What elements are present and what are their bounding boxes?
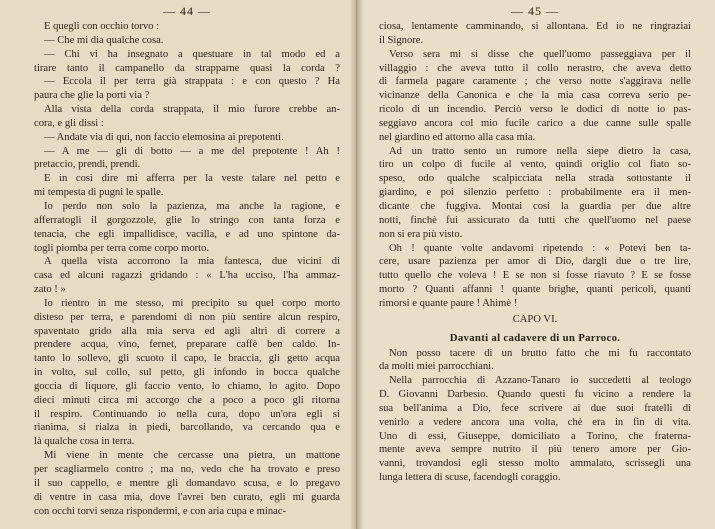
text-line: — Andate via di qui, non faccio elemosina ai prepotenti. [44,131,284,143]
text-line: — Chi vi ha insegnato a questuare in tal modo ed a [44,48,340,60]
text-line: ciosa, lentamente camminando, si allontana. Ed io ne ringraziai [379,21,691,32]
text-line: pretaccio, prendi, prendi. [34,159,141,171]
text-line: tanto lo sollevo, gli scuoto il capo, le braccia, gli getto acqua [34,353,340,365]
text-line: Ad un tratto sento un rumore nella siepe dietro la casa, [389,145,691,157]
text-line: vanni, trovandosi egli stesso molto ammalato, scrissegli una [379,458,691,470]
text-line: seggiavo ancora col mio fucile carico a due canne sulle spalle [379,117,691,129]
text-line: Verso sera mi si disse che quell'uomo passeggiava per il [389,48,691,60]
text-line: il respiro. Continuando io nella cura, dopo un'ora egli si [34,408,340,420]
text-line: zato ! » [34,284,66,296]
text-line: togli piomba per terra come corpo morto. [34,242,210,254]
text-line: tenacia, che egli impallidisce, vacilla, e ad uno spintone da- [34,228,340,240]
text-line: Uno di essi, Giuseppe, domiciliato a Torino, che fraterna- [379,430,691,442]
text-line: tutto quello che voleva ! E se non si fosse riavuto ? E se fosse [379,270,691,282]
text-line: notti, finchè fui assicurato da tutti che quell'uomo nel paese [379,214,691,226]
text-line: da molti miei parrocchiani. [379,361,494,373]
text-line: in volto, sul collo, sul petto, gli infondo in bocca qualche [34,367,340,379]
text-line: goccia di liquore, gli faccio vento, lo chiamo, lo agito. Dopo [34,380,340,392]
text-line: Io rientro in me stesso, mi precipito su quel corpo morto [44,297,340,309]
text-line: mi tempesta di pugni le spalle. [34,187,164,199]
text-line: non si era più visto. [379,228,463,240]
text-line: morto ? Quanti affanni ! quante brighe, quanti pericoli, quanti [379,284,691,296]
text-line: — A me — gli di botto — a me del prepotente ! Ah ! [44,145,340,157]
chapter-title: CAPO VI. [512,313,558,325]
text-line: E in così dire mi afferra per la veste talare nel petto e [44,173,340,185]
right-page-text-bottom [379,347,691,485]
page-number: — 45 — [511,4,559,18]
text-line: A quella vista accorrono la mia fantesca, due vicini di [44,256,340,268]
text-line: tiro un colpo di fucile al vento, quindi origlio col fiato so- [379,159,691,171]
section-heading: Davanti al cadavere di un Parroco. [449,331,621,344]
text-line: D. Giovanni Darbesio. Quando questi fu vicino a rendere la [379,389,691,401]
text-line: Alla vista della corda strappata, il mio furore crebbe an- [44,104,340,116]
text-line: Mi viene in mente che cercasse una pietra, un mattone [44,450,340,462]
text-line: ricolo di un incendio. Perciò verso le dodici di notte io pas- [379,104,691,116]
text-line: prendere acqua, vino, fernet, preparare caffè ben caldo. In- [34,339,340,351]
page-number: — 44 — [163,4,211,18]
text-line: vicinanze della Canonica e che la mia casa correva serio pe- [379,90,691,102]
text-line: venirlo a vedere ancora una volta, chè era in fin di vita. [379,416,691,428]
text-line: là qualche cosa in terra. [34,436,135,448]
text-line: rimorsi e quante paure ! Ahimè ! [379,297,518,309]
text-line: Oh ! quante volte andavomi ripetendo : « Potevi ben ta- [389,242,691,254]
text-line: cere, usare pazienza per amor di Dio, dargli due o tre lire, [379,256,691,268]
text-line: di ventre in casa mia, dove l'avrei ben curato, egli mi guarda [34,491,340,503]
text-line: spaventato grido alla mia serva ed agli altri di correre a [34,325,340,337]
text-line: cora, e gli dissi : [34,117,104,129]
text-line: dicante che fuggiva. Montai così la guardia per due altre [379,200,691,212]
text-line: di farmela pagare caramente ; che verso notte s'aggirava nelle [379,76,691,88]
text-line: dieci minuti circa mi accorgo che a poco a poco gli ritorna [34,394,340,406]
text-line: giardino, e poi silenzio perfetto : probabilmente era il men- [379,187,691,199]
text-line: il Signore. [379,34,424,46]
right-page-text-top [379,20,691,311]
text-line: per scagliarmelo contro ; ma no, vedo che ha trovato e preso [34,464,340,475]
text-line: Nella parrocchia di Azzano-Tanaro io succedetti al teologo [389,375,691,387]
text-line: villaggio : che aveva tutto il collo nerastro, che aveva detto [379,62,691,74]
text-line: paura che glie la porti via ? [34,90,150,102]
text-line: casa ed alcuni ragazzi gridando : « L'ha ucciso, l'ha ammaz- [34,270,340,282]
right-page [357,0,715,529]
left-page [0,0,356,529]
text-line: con occhi torvi senza rispondermi, e con aria cupa e minac- [34,505,287,517]
text-line: mente aveva sempre nutrito il più tenero amore per Gio- [379,444,691,456]
text-line: afferratogli il gorgozzole, glie lo stringo con tanta forza e [34,214,340,226]
text-line: — Che mi dia qualche cosa. [44,34,164,46]
text-line: tirare tanto il campanello da strapparne quasi la corda ? [34,62,340,74]
text-line: Io perdo non solo la pazienza, ma anche la ragione, e [44,200,340,212]
text-line: — Eccola il per terra già strappata : e con questo ? Ha [44,76,340,88]
book-gutter [350,0,364,529]
text-line: disteso per terra, e parendomi di non più sentire alcun respiro, [34,311,340,323]
text-line: E quegli con occhio torvo : [44,21,160,32]
text-line: lunga lettera di scuse, facendogli coraggio. [379,472,561,484]
left-page-text [34,20,340,518]
text-line: speso, odo qualche scalpiccìata nella strada sottostante il [379,173,691,185]
text-line: rianima, si rialza in piedi, barcollando, va cercando qua e [34,422,340,434]
text-line: Non posso tacere di un brutto fatto che mi fu raccontato [389,347,691,359]
text-line: il suo cappello, e mentre gli domandavo scusa, e lo pregavo [34,477,340,489]
text-line: nel giardino ed attorno alla casa mia. [379,131,536,143]
text-line: sua bell'anima a Dio, fece scrivere ai due suoi fratelli di [379,402,691,414]
